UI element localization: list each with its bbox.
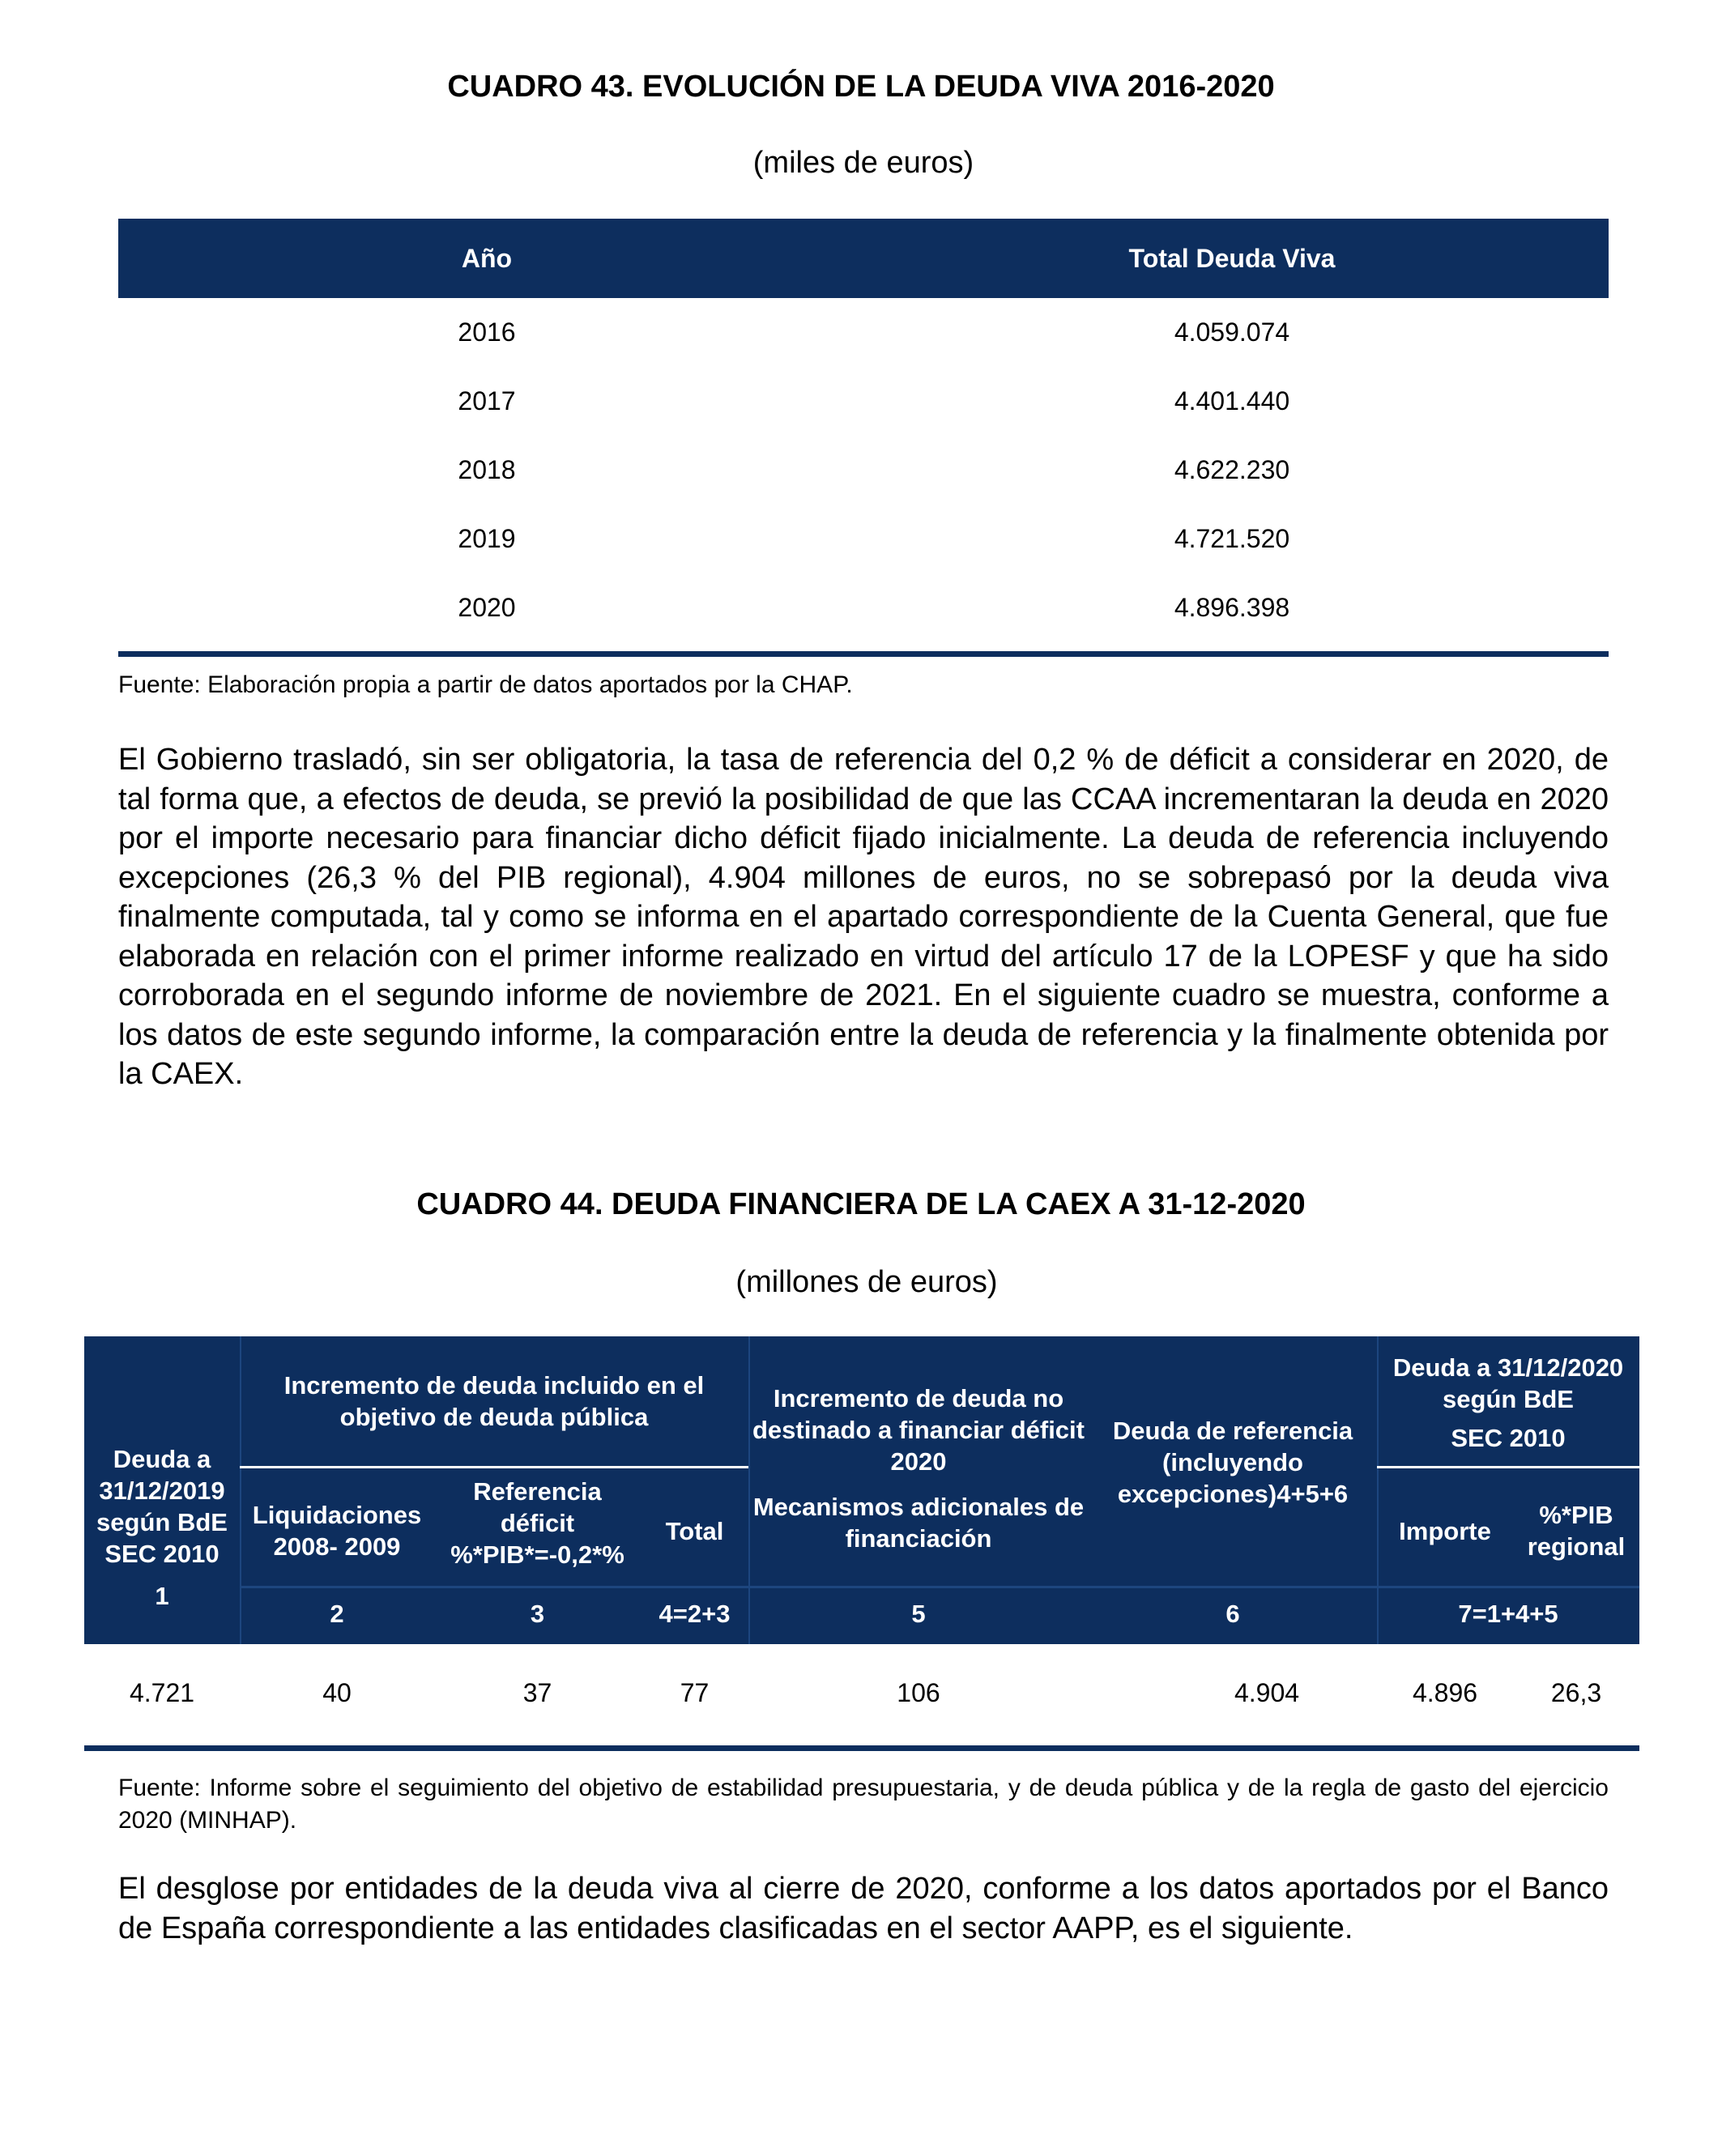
header-debt-2019: Deuda a 31/12/2019 según BdE SEC 2010 (96, 1445, 228, 1568)
table43-bottom-rule (118, 651, 1609, 657)
header-separator (1377, 1466, 1639, 1468)
header-pib-regional: %*PIB regional (1527, 1501, 1626, 1561)
number-row-divider (240, 1586, 1639, 1588)
header-deuda-referencia: Deuda de referencia (incluyendo excepciones)4+5+6 (1112, 1416, 1353, 1508)
year-cell: 2016 (458, 317, 516, 347)
data-cell-deuda-referencia: 4.904 (1234, 1678, 1300, 1707)
table43-source-note: Fuente: Elaboración propia a partir de datos aportados por la CHAP. (118, 671, 853, 698)
header-no-destinado: Incremento de deuda no destinado a financiar déficit 2020 (752, 1383, 1085, 1476)
header-col-number: 1 (155, 1581, 169, 1610)
header-col-number: 6 (1225, 1599, 1240, 1628)
debt-value-cell: 4.059.074 (1174, 317, 1290, 347)
header-col-number: 3 (530, 1599, 545, 1628)
year-cell: 2020 (458, 593, 516, 622)
debt-value-cell: 4.721.520 (1174, 524, 1290, 553)
data-cell-pib: 26,3 (1550, 1678, 1602, 1707)
table-row (118, 573, 1609, 642)
table-row (118, 298, 1609, 367)
table44-title: CUADRO 44. DEUDA FINANCIERA DE LA CAEX A 31-12-2020 (416, 1187, 1306, 1221)
table-row (118, 505, 1609, 573)
header-increment-group: Incremento de deuda incluido en el objetivo de deuda pública (283, 1371, 705, 1431)
debt-value-cell: 4.401.440 (1174, 386, 1290, 415)
table43-title: CUADRO 43. EVOLUCIÓN DE LA DEUDA VIVA 2016-2020 (447, 70, 1275, 104)
year-cell: 2019 (458, 524, 516, 553)
table44-units: (millones de euros) (735, 1265, 998, 1299)
col-header-total-debt: Total Deuda Viva (1128, 243, 1336, 273)
header-col-number: 5 (911, 1599, 926, 1628)
header-col-number: 7=1+4+5 (1458, 1599, 1558, 1628)
data-cell-liquidaciones: 40 (322, 1678, 352, 1707)
table44-source-note: Fuente: Informe sobre el seguimiento del objetivo de estabilidad presupuestaria, y de deuda pública y de la regla de gasto del ejercicio 2020 (MINHAP). (118, 1775, 1609, 1834)
header-col-number: 4=2+3 (659, 1599, 731, 1628)
year-cell: 2018 (458, 455, 516, 484)
header-sec-2010: SEC 2010 (1451, 1423, 1566, 1452)
data-cell-referencia: 37 (522, 1678, 552, 1707)
header-liquidaciones: Liquidaciones 2008- 2009 (252, 1501, 422, 1561)
table-row (118, 367, 1609, 436)
paragraph-deficit-reference: El Gobierno trasladó, sin ser obligatoria, la tasa de referencia del 0,2 % de déficit a considerar en 2020, de tal forma que, a efectos de deuda, se previó la posibilidad de que las CCAA incrementaran la deuda en 2020 por el importe necesario para financiar dicho déficit fijado inicialmente. La deuda de referencia incluyendo excepciones (26,3 % del PIB regional), 4.904 millones de euros, no se sobrepasó por la deuda viva finalmente computada, tal y como se informa en el apartado correspondiente de la Cuenta General, que fue elaborada en relación con el primer informe realizado en virtud del artículo 17 de la LOPESF y que ha sido corroborada en el segundo informe de noviembre de 2021. En el siguiente cuadro se muestra, conforme a los datos de este segundo informe, la comparación entre la deuda de referencia y la finalmente obtenida por la CAEX. (118, 743, 1609, 1091)
data-cell-debt-2019: 4.721 (129, 1678, 195, 1707)
header-referencia-deficit: Referencia déficit %*PIB*=-0,2*% (450, 1477, 624, 1569)
col-header-year: Año (461, 243, 513, 273)
debt-value-cell: 4.622.230 (1174, 455, 1290, 484)
year-cell: 2017 (458, 386, 516, 415)
debt-evolution-table (118, 219, 1609, 657)
paragraph-breakdown: El desglose por entidades de la deuda viva al cierre de 2020, conforme a los datos aportados por el Banco de España correspondiente a las entidades clasificadas en el sector AAPP, es el siguiente. (118, 1872, 1609, 1945)
table-row (118, 436, 1609, 505)
header-separator (240, 1466, 748, 1468)
debt-value-cell: 4.896.398 (1174, 593, 1290, 622)
data-cell-total: 77 (680, 1678, 710, 1707)
data-cell-no-destinado: 106 (897, 1678, 940, 1707)
table43-header-row (118, 219, 1609, 298)
financial-debt-table (84, 1336, 1639, 1707)
header-importe: Importe (1399, 1516, 1491, 1545)
data-cell-importe: 4.896 (1412, 1678, 1478, 1707)
header-total: Total (665, 1516, 724, 1545)
header-mecanismos: Mecanismos adicionales de financiación (752, 1493, 1085, 1553)
header-col-number: 2 (330, 1599, 344, 1628)
header-deuda-2020: Deuda a 31/12/2020 según BdE (1392, 1353, 1624, 1413)
table43-units: (miles de euros) (752, 146, 974, 180)
table44-bottom-rule (84, 1745, 1639, 1751)
